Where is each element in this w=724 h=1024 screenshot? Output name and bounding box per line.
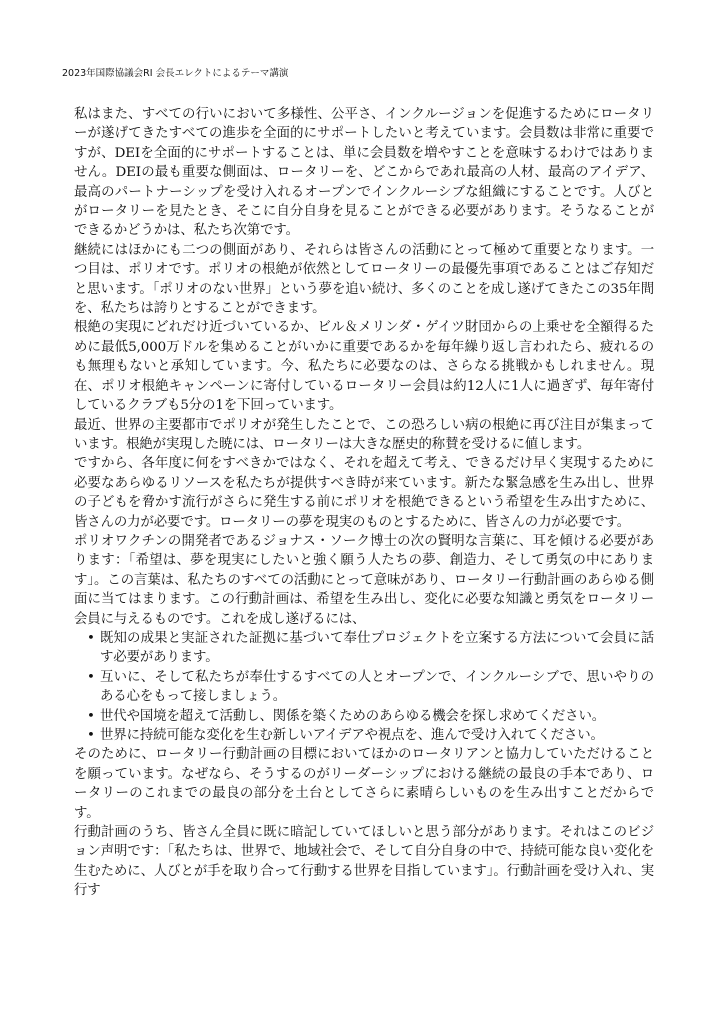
bullet-text: 既知の成果と実証された証拠に基づいて奉仕プロジェクトを立案する方法について会員に話す必要があります。 [100,630,654,666]
bullet-list [74,629,654,745]
bullet-dot-icon: • [87,708,95,724]
bullet-item [74,726,654,745]
paragraph: 継続にはほかにも二つの側面があり、それらは皆さんの活動にとって極めて重要となります。一つ目は、ポリオです。ポリオの根絶が依然としてロータリーの最優先事項であることはご存知だと思います。「ポリオのない世界」という夢を追い続け、多くのことを成し遂げてきたこの35年間を、私たちは誇りとすることができます。 [74,242,654,317]
paragraph: ポリオワクチンの開発者であるジョナス・ソーク博士の次の賢明な言葉に、耳を傾ける必要があります：「希望は、夢を現実にしたいと強く願う人たちの夢、創造力、そして勇気の中にあります」。この言葉は、私たちのすべての活動にとって意味があり、ロータリー行動計画のあらゆる側面に当てはまります。この行動計画は、希望を生み出し、変化に必要な知識と勇気をロータリー会員に与えるものです。これを成し遂げるには、 [74,533,654,627]
paragraph: ですから、各年度に何をすべきかではなく、それを超えて考え、できるだけ早く実現するために必要なあらゆるリソースを私たちが提供すべき時が来ています。新たな緊急感を生み出し、世界の子どもを脅かす流行がさらに発生する前にポリオを根絶できるという希望を生み出すために、皆さんの力が必要です。ロータリーの夢を現実のものとするために、皆さんの力が必要です。 [74,456,654,530]
bullet-text: 世代や国境を超えて活動し、関係を築くためのあらゆる機会を探し求めてください。 [100,708,606,724]
paragraph: 私はまた、すべての行いにおいて多様性、公平さ、インクルージョンを促進するためにロータリーが遂げてきたすべての進歩を全面的にサポートしたいと考えています。会員数は非常に重要ですが、DEIを全面的にサポートすることは、単に会員数を増やすことを意味するわけではありません。DEIの最も重要な側面は、ロータリーを、どこからであれ最高の人材、最高のアイデア、最高のパートナーシップを受け入れるオープンでインクルーシブな組織にすることです。人びとがロータリーを見たとき、そこに自分自身を見ることができる必要があります。そうなることができるかどうかは、私たち次第です。 [74,107,654,239]
bullet-text: 世界に持続可能な変化を生む新しいアイデアや視点を、進んで受け入れてください。 [100,728,604,743]
page-header: 2023年国際協議会RI 会長エレクトによるテーマ講演 [62,68,289,79]
bullet-item [74,707,654,726]
paragraph: そのために、ロータリー行動計画の目標においてほかのロータリアンと協力していただけることを願っています。なぜなら、そうするのがリーダーシップにおける継続の最良の手本であり、ロータリーのこれまでの最良の部分を土台としてさらに素晴らしいものを生み出すことだからです。 [74,747,654,821]
document-body [74,105,654,901]
paragraph: 根絶の実現にどれだけ近づいているか、ビル＆メリンダ・ゲイツ財団からの上乗せを全額得るために最低5,000万ドルを集めることがいかに重要であるかを毎年繰り返し言われたら、疲れるのも無理もないと承知しています。今、私たちに必要なのは、さらなる挑戦かもしれません。現在、ポリオ根絶キャンペーンに寄付しているロータリー会員は約12人に1人に過ぎず、毎年寄付しているクラブも5分の1を下回っています。 [74,320,654,414]
bullet-dot-icon: • [87,669,95,685]
bullet-item [74,668,654,707]
paragraph: 行動計画のうち、皆さん全員に既に暗記していてほしいと思う部分があります。それはこのビジョン声明です：「私たちは、世界で、地域社会で、そして自分自身の中で、持続可能な良い変化を生むために、人びとが手を取り合って行動する世界を目指しています」。行動計画を受け入れ、実行す [74,825,654,899]
bullet-item [74,629,654,668]
bullet-dot-icon: • [87,728,95,743]
bullet-text: 互いに、そして私たちが奉仕するすべての人とオープンで、インクルーシブで、思いやりのある心をもって接しましょう。 [100,669,654,705]
bullet-dot-icon: • [87,630,95,646]
paragraph: 最近、世界の主要都市でポリオが発生したことで、この恐ろしい病の根絶に再び注目が集まっています。根絶が実現した暁には、ロータリーは大きな歴史的称賛を受けるに値します。 [74,417,654,452]
